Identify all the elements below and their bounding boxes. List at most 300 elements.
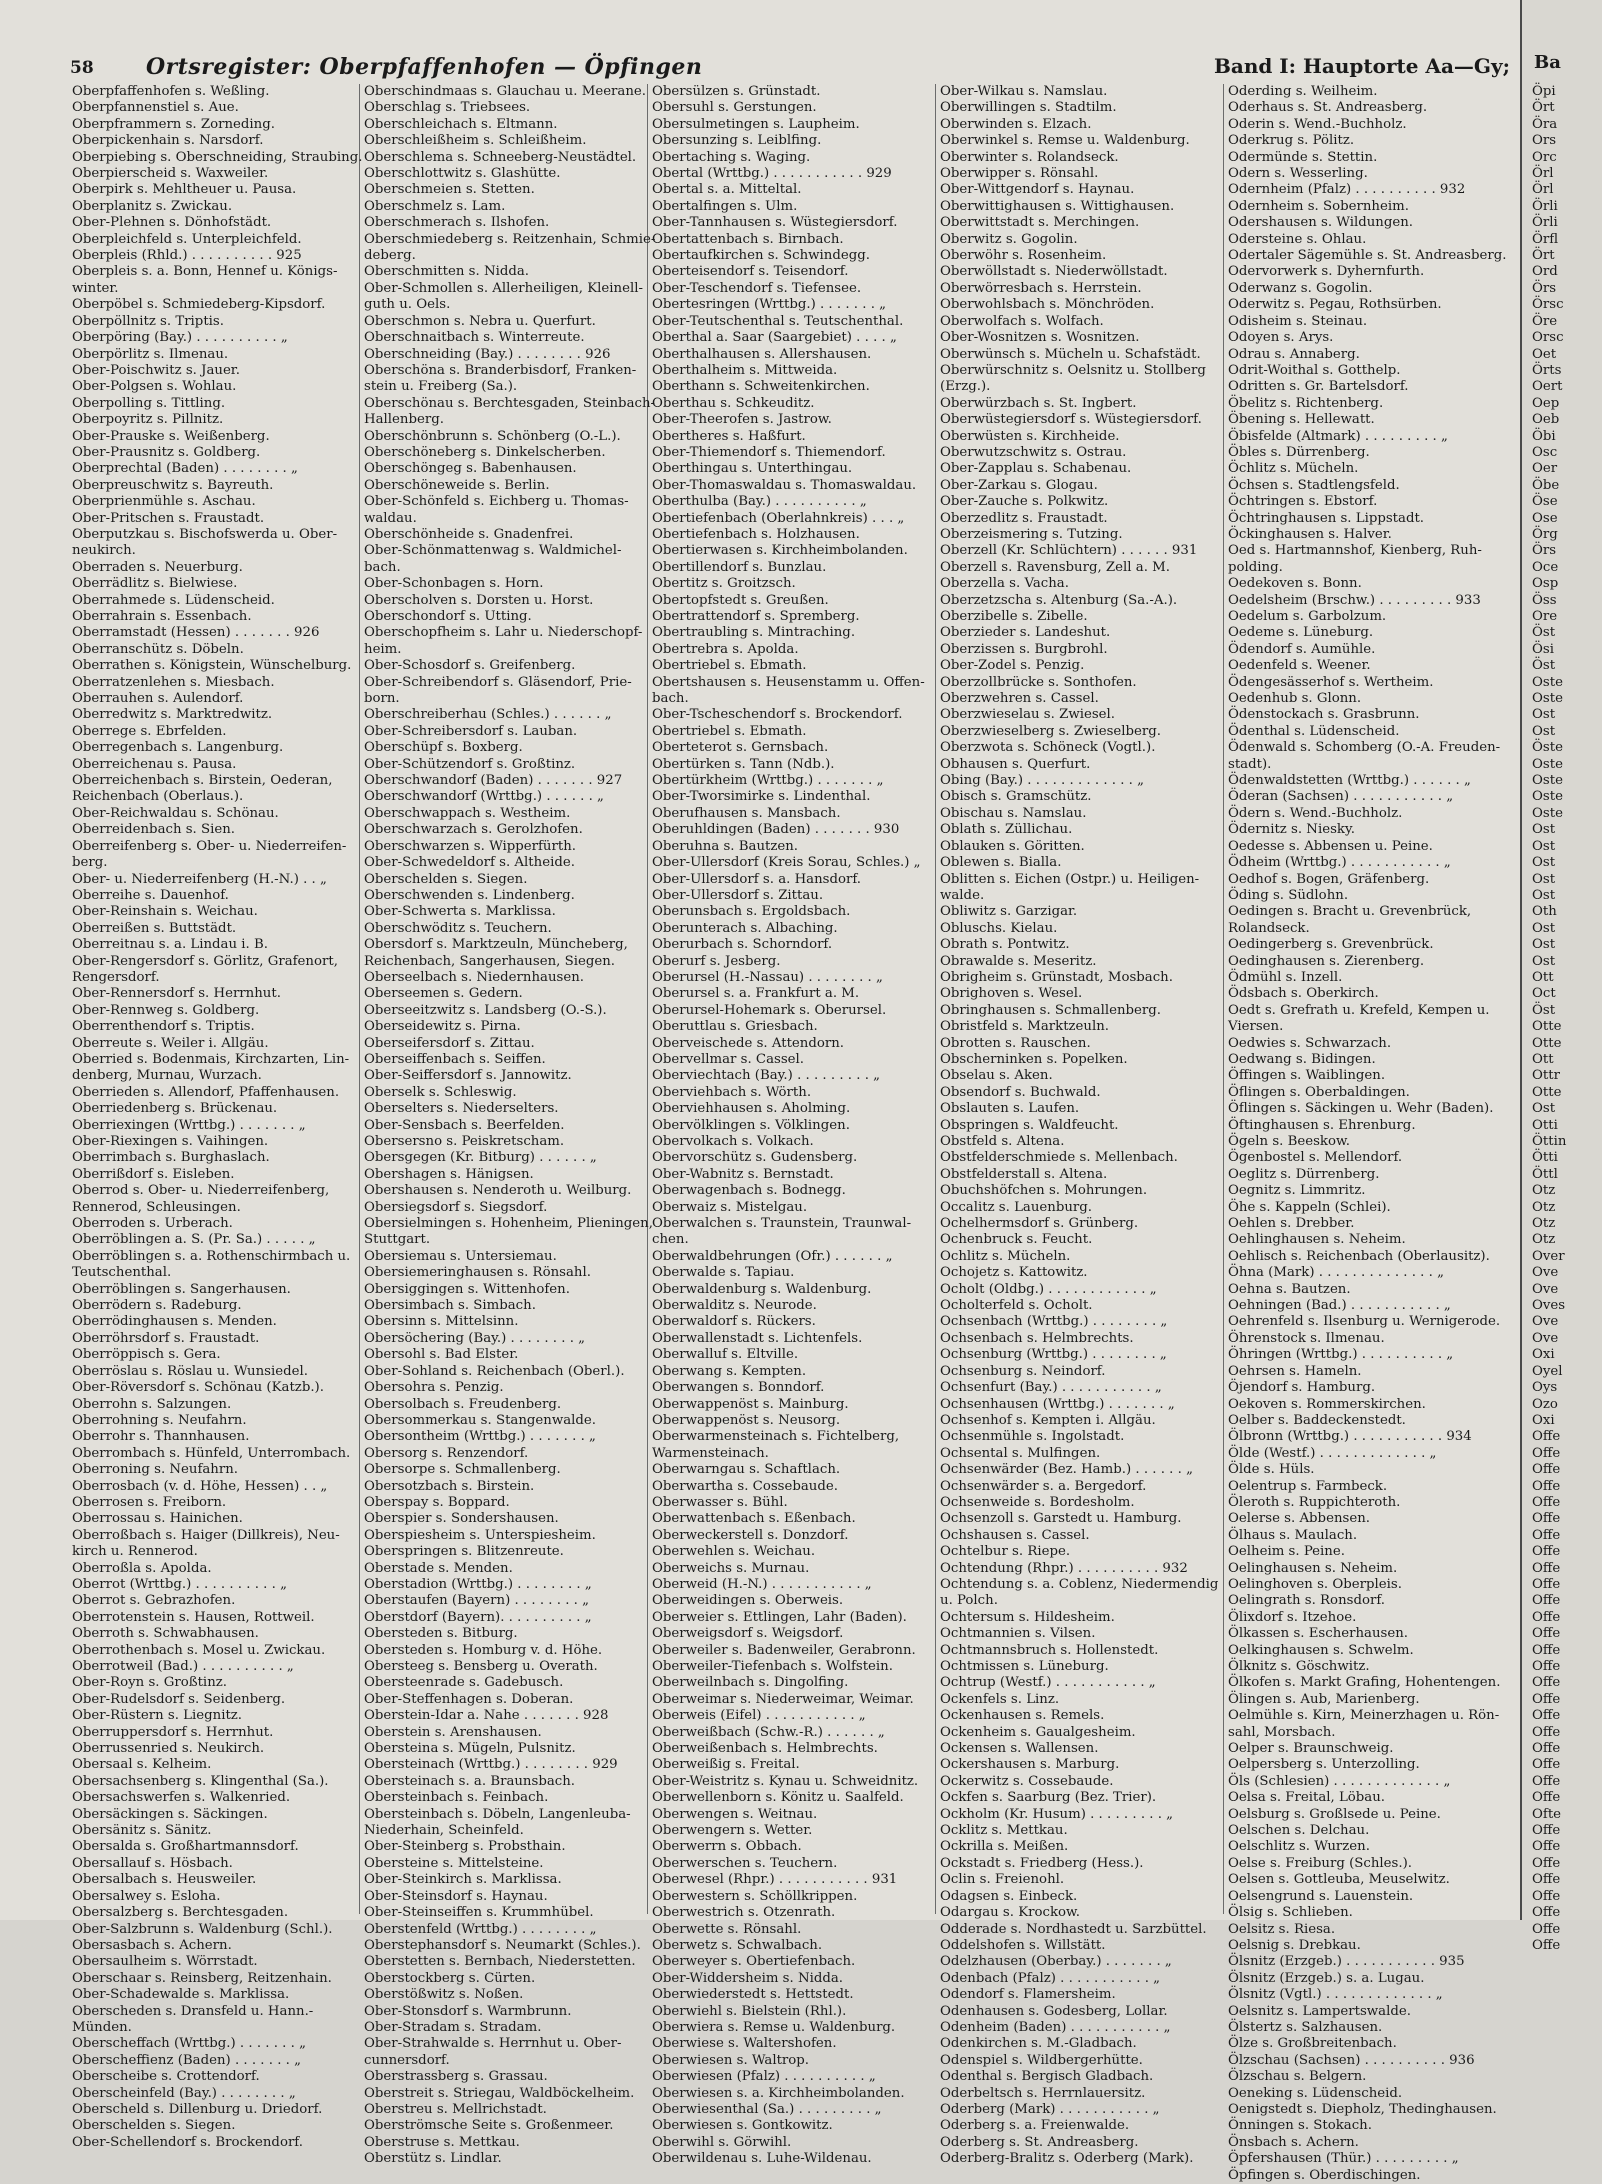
register-entry: Obersteden s. Homburg v. d. Höhe.	[364, 1642, 603, 1658]
adjacent-entry-fragment: Otz	[1532, 1232, 1556, 1248]
register-entry: Oberwengern s. Wetter.	[652, 1823, 813, 1839]
register-entry: Obersohra s. Penzig.	[364, 1380, 504, 1396]
register-entry: Ober-Steffenhagen s. Doberan.	[364, 1691, 574, 1707]
register-entry: Oberspiesheim s. Unterspiesheim.	[364, 1527, 596, 1543]
register-entry: Öjendorf s. Hamburg.	[1228, 1380, 1376, 1396]
register-entry: Ölbronn (Wrttbg.) . . . . . . . . . . . 934	[1228, 1429, 1472, 1445]
register-entry: Oberrothenbach s. Mosel u. Zwickau.	[72, 1642, 326, 1658]
register-entry: Oberstößwitz s. Noßen.	[364, 1987, 524, 2003]
adjacent-entry-fragment: Ord	[1532, 264, 1558, 280]
adjacent-entry-fragment: Otz	[1532, 1199, 1556, 1215]
register-entry: Oberweier s. Ettlingen, Lahr (Baden).	[652, 1609, 907, 1625]
register-entry: Oberthau s. Schkeuditz.	[652, 395, 815, 411]
register-entry: Oehna s. Bautzen.	[1228, 1281, 1351, 1297]
register-entry: Ober-Sensbach s. Beerfelden.	[364, 1117, 565, 1133]
register-entry: Ober-Schwerta s. Marklissa.	[364, 904, 556, 920]
adjacent-entry-fragment: Offe	[1532, 1937, 1561, 1953]
register-entry: Oberreißen s. Buttstädt.	[72, 920, 237, 936]
register-entry: Oberwalditz s. Neurode.	[652, 1298, 817, 1314]
register-entry: Oberrädlitz s. Bielwiese.	[72, 576, 238, 592]
register-entry: Oberpreuschwitz s. Bayreuth.	[72, 477, 274, 493]
register-entry: Öckinghausen s. Halver.	[1228, 526, 1392, 542]
register-entry: Obertaching s. Waging.	[652, 149, 811, 165]
register-entry: Oedwang s. Bidingen.	[1228, 1051, 1376, 1067]
register-entry: Obersalbach s. Heusweiler.	[72, 1872, 257, 1888]
register-entry: Oberstein s. Arenshausen.	[364, 1724, 542, 1740]
register-entry: Ödsbach s. Oberkirch.	[1228, 986, 1379, 1002]
register-entry: Obertillendorf s. Bunzlau.	[652, 559, 827, 575]
register-entry: Oelsen s. Gottleuba, Meuselwitz.	[1228, 1872, 1450, 1888]
register-entry: Oberstaufen (Bayern) . . . . . . . . „	[364, 1593, 589, 1609]
register-entry: Oberstephansdorf s. Neumarkt (Schles.).	[364, 1937, 641, 1953]
register-entry: Ödheim (Wrttbg.) . . . . . . . . . . . „	[1228, 855, 1451, 871]
adjacent-entry-fragment: Ove	[1532, 1265, 1559, 1281]
register-entry: Ober-Plehnen s. Dönhofstädt.	[72, 215, 272, 231]
register-entry: Oberwiesen s. Waltrop.	[652, 2052, 810, 2068]
register-entry: Oberreifenberg s. Ober- u. Niederreifen-	[72, 838, 347, 854]
register-entry: Oberzwota s. Schöneck (Vogtl.).	[940, 740, 1156, 756]
register-entry: Oberstreu s. Mellrichstadt.	[364, 2101, 547, 2117]
register-entry: Obersiemeringhausen s. Rönsahl.	[364, 1265, 591, 1281]
register-entry: Oberveischede s. Attendorn.	[652, 1035, 845, 1051]
register-entry: Oberrotweil (Bad.) . . . . . . . . . . „	[72, 1659, 294, 1674]
register-entry: Ochojetz s. Kattowitz.	[940, 1265, 1088, 1281]
register-entry: Obertaufkirchen s. Schwindegg.	[652, 248, 870, 264]
register-entry: Oberwangen s. Bonndorf.	[652, 1380, 825, 1396]
register-entry: Öchtringen s. Ebstorf.	[1228, 494, 1378, 510]
register-entry: Ödmühl s. Inzell.	[1228, 969, 1343, 985]
register-entry: Öderan (Sachsen) . . . . . . . . . . . „	[1228, 789, 1454, 805]
register-entry: Oberschöneweide s. Berlin.	[364, 477, 550, 493]
register-entry: Obersülzen s. Grünstadt.	[652, 84, 821, 99]
register-entry: Oberrohn s. Salzungen.	[72, 1396, 232, 1412]
register-entry: Oderding s. Weilheim.	[1228, 84, 1378, 99]
register-entry: Obstfelderschmiede s. Mellenbach.	[940, 1150, 1178, 1166]
register-entry: Odersteine s. Ohlau.	[1228, 231, 1367, 247]
register-entry: Obselau s. Aken.	[940, 1068, 1053, 1084]
register-entry: Ober-Tworsimirke s. Lindenthal.	[652, 789, 871, 805]
register-entry: Obersteinach (Wrttbg.) . . . . . . . . 929	[364, 1757, 618, 1773]
adjacent-entry-fragment: Ove	[1532, 1314, 1559, 1330]
register-entry: Ober-Schmollen s. Allerheiligen, Kleinell-	[364, 280, 643, 296]
register-entry: Oberthalheim s. Mittweida.	[652, 362, 838, 378]
register-entry: Obersasbach s. Achern.	[72, 1937, 232, 1953]
adjacent-entry-fragment: Ose	[1532, 510, 1558, 526]
adjacent-entry-fragment: Örsc	[1532, 297, 1564, 313]
register-entry: Ober-Ullersdorf s. Zittau.	[652, 887, 824, 903]
register-entry: Oberreichenau s. Pausa.	[72, 756, 237, 772]
register-entry: Oberscheinfeld (Bay.) . . . . . . . . „	[72, 2085, 296, 2101]
register-entry: Önsbach s. Achern.	[1228, 2134, 1359, 2150]
register-entry: waldau.	[364, 510, 417, 526]
register-entry: Ober-Riexingen s. Vaihingen.	[72, 1134, 269, 1149]
register-entry: Oberwillingen s. Stadtilm.	[940, 100, 1117, 116]
register-entry: Oberpleis (Rhld.) . . . . . . . . . . 925	[72, 248, 302, 264]
register-entry: Oberweidingen s. Oberweis.	[652, 1593, 844, 1609]
register-entry: Oberursel-Hohemark s. Oberursel.	[652, 1002, 887, 1018]
register-entry: Ober-Tannhausen s. Wüstegiersdorf.	[652, 215, 898, 231]
adjacent-entry-fragment: Offe	[1532, 1839, 1561, 1855]
register-entry: Ockstadt s. Friedberg (Hess.).	[940, 1855, 1144, 1871]
adjacent-entry-fragment: Örts	[1532, 362, 1562, 378]
register-entry: Obertiefenbach (Oberlahnkreis) . . . „	[652, 510, 905, 526]
register-entry: Oberprechtal (Baden) . . . . . . . . „	[72, 461, 298, 477]
register-entry: Odernheim s. Sobernheim.	[1228, 198, 1409, 214]
register-entry: Ober-Sohland s. Reichenbach (Oberl.).	[364, 1363, 625, 1379]
register-entry: Ober-Teschendorf s. Tiefensee.	[652, 280, 862, 296]
register-entry: Ober-Rennweg s. Goldberg.	[72, 1002, 260, 1018]
adjacent-entry-fragment: Otte	[1532, 1084, 1562, 1100]
register-entry: Oberramstadt (Hessen) . . . . . . . 926	[72, 625, 320, 641]
register-entry: Oberpickenhain s. Narsdorf.	[72, 133, 264, 149]
adjacent-entry-fragment: Oves	[1532, 1298, 1566, 1314]
register-entry: Oberruppersdorf s. Herrnhut.	[72, 1724, 274, 1740]
register-entry: Oberweilnbach s. Dingolfing.	[652, 1675, 849, 1691]
register-entry: Obersulmetingen s. Laupheim.	[652, 116, 860, 132]
register-entry: Ober-Schützendorf s. Großtinz.	[364, 756, 576, 772]
register-entry: Oberwöhr s. Rosenheim.	[940, 248, 1107, 264]
register-entry: Oberviehhausen s. Aholming.	[652, 1101, 851, 1117]
register-entry: Oberviechtach (Bay.) . . . . . . . . . „	[652, 1068, 881, 1084]
register-entry: Ochsenwärder (Bez. Hamb.) . . . . . . „	[940, 1462, 1193, 1478]
register-entry: Ober- u. Niederreifenberg (H.-N.) . . „	[72, 871, 327, 887]
register-entry: denberg, Murnau, Wurzach.	[72, 1068, 262, 1084]
register-entry: Ochtendung s. a. Coblenz, Niedermendig	[940, 1576, 1219, 1592]
register-entry: (Erzg.).	[940, 379, 991, 395]
register-entry: Oberplanitz s. Zwickau.	[72, 198, 233, 214]
register-entry: Oberursel (H.-Nassau) . . . . . . . . „	[652, 969, 883, 985]
register-entry: Oberroning s. Neufahrn.	[72, 1462, 239, 1478]
register-entry: Ober-Pritschen s. Fraustadt.	[72, 510, 265, 526]
adjacent-entry-fragment: Offe	[1532, 1560, 1561, 1576]
adjacent-entry-fragment: Offe	[1532, 1478, 1561, 1494]
register-entry: Ober-Rengersdorf s. Görlitz, Grafenort,	[72, 953, 338, 969]
register-entry: Obrotten s. Rauschen.	[940, 1035, 1091, 1051]
register-entry: Öbles s. Dürrenberg.	[1228, 444, 1370, 460]
register-entry: Odernheim (Pfalz) . . . . . . . . . . 932	[1228, 182, 1466, 198]
register-entry: Odershausen s. Wildungen.	[1228, 215, 1414, 231]
register-entry: Ölknitz s. Göschwitz.	[1228, 1659, 1370, 1674]
register-entry: Oderberg s. a. Freienwalde.	[940, 2118, 1130, 2134]
register-entry: Oberschopfheim s. Lahr u. Niederschopf-	[364, 625, 643, 641]
register-entry: Oberwinden s. Elzach.	[940, 116, 1092, 132]
register-entry: Oberthalhausen s. Allershausen.	[652, 346, 872, 362]
register-column-5	[1224, 84, 1512, 2183]
adjacent-entry-fragment: Örl	[1532, 166, 1554, 182]
adjacent-entry-fragment: Offe	[1532, 1576, 1561, 1592]
register-entry: Obscherninken s. Popelken.	[940, 1051, 1128, 1067]
register-entry: Öpfingen s. Oberdischingen.	[1228, 2167, 1421, 2183]
register-entry: Oberregenbach s. Langenburg.	[72, 740, 284, 756]
register-entry: Oelerse s. Abbensen.	[1228, 1511, 1370, 1527]
adjacent-entry-fragment: Ost	[1532, 723, 1556, 739]
register-column-4	[936, 84, 1224, 2167]
register-entry: Oberwohlsbach s. Mönchröden.	[940, 297, 1155, 313]
register-entry: Obervellmar s. Cassel.	[652, 1051, 805, 1067]
register-entry: Obervorschütz s. Gudensberg.	[652, 1150, 858, 1166]
register-entry: Ochsenbach (Wrttbg.) . . . . . . . . „	[940, 1314, 1168, 1330]
register-entry: Obervölklingen s. Völklingen.	[652, 1117, 850, 1133]
register-entry: Oedelsheim (Brschw.) . . . . . . . . . 933	[1228, 592, 1481, 608]
register-entry: Ober-Polgsen s. Wohlau.	[72, 379, 237, 395]
register-entry: Oberschindmaas s. Glauchau u. Meerane.	[364, 84, 647, 99]
register-entry: Oberpörlitz s. Ilmenau.	[72, 346, 229, 362]
register-entry: Oberpoyritz s. Pillnitz.	[72, 412, 224, 428]
register-entry: Oberrossau s. Hainichen.	[72, 1511, 243, 1527]
adjacent-entry-fragment: Oep	[1532, 395, 1560, 411]
register-entry: Oberwüstegiersdorf s. Wüstegiersdorf.	[940, 412, 1202, 428]
register-entry: Obertraubling s. Mintraching.	[652, 625, 856, 641]
register-entry: Obersäckingen s. Säckingen.	[72, 1806, 268, 1822]
register-entry: Oberwitz s. Gogolin.	[940, 231, 1078, 247]
register-entry: Ober-Teutschenthal s. Teutschenthal.	[652, 313, 904, 329]
register-entry: Oberschlema s. Schneeberg-Neustädtel.	[364, 149, 637, 165]
register-entry: Oberschwandorf (Wrttbg.) . . . . . . „	[364, 789, 604, 805]
adjacent-entry-fragment: Oste	[1532, 789, 1563, 805]
register-entry: Ölhaus s. Maulach.	[1228, 1527, 1358, 1543]
register-entry: Oberwattenbach s. Eßenbach.	[652, 1511, 856, 1527]
register-entry: Oberschondorf s. Utting.	[364, 609, 532, 624]
register-entry: Ober-Poischwitz s. Jauer.	[72, 362, 240, 378]
register-entry: Oberstruse s. Mettkau.	[364, 2134, 520, 2150]
adjacent-entry-fragment: Offe	[1532, 1511, 1561, 1527]
register-entry: Oedhof s. Bogen, Gräfenberg.	[1228, 871, 1430, 887]
register-entry: Warmensteinach.	[652, 1445, 769, 1461]
adjacent-entry-fragment: Otz	[1532, 1183, 1556, 1199]
volume-label: Band I: Hauptorte Aa—Gy;	[1213, 54, 1510, 78]
register-entry: Ockensen s. Wallensen.	[940, 1741, 1099, 1757]
register-entry: Oberwappenöst s. Mainburg.	[652, 1396, 849, 1412]
register-entry: Oberröslau s. Röslau u. Wunsiedel.	[72, 1363, 308, 1379]
register-entry: bach.	[364, 559, 401, 575]
adjacent-entry-fragment: Öttl	[1532, 1166, 1558, 1182]
register-entry: Ober-Wilkau s. Namslau.	[940, 84, 1108, 99]
register-entry: sahl, Morsbach.	[1228, 1724, 1336, 1740]
register-entry: kirch u. Rennerod.	[72, 1544, 198, 1560]
register-column-1	[72, 84, 363, 2150]
adjacent-entry-fragment: Öss	[1532, 592, 1557, 608]
register-entry: Oberried s. Bodenmais, Kirchzarten, Lin-	[72, 1051, 350, 1067]
register-entry: Öhrenstock s. Ilmenau.	[1228, 1330, 1385, 1346]
register-entry: Oberrosbach (v. d. Höhe, Hessen) . . „	[72, 1478, 328, 1494]
register-entry: Oberurbach s. Schorndorf.	[652, 937, 833, 953]
register-entry: Oberteisendorf s. Teisendorf.	[652, 264, 849, 280]
register-entry: Oberspay s. Boppard.	[364, 1494, 510, 1510]
register-entry: Oberwöllstadt s. Niederwöllstadt.	[940, 264, 1168, 280]
adjacent-entry-fragment: Offe	[1532, 1855, 1561, 1871]
register-entry: Oberzeismering s. Tutzing.	[940, 526, 1123, 542]
register-entry: Obersallauf s. Hösbach.	[72, 1855, 233, 1871]
register-entry: Ockholm (Kr. Husum) . . . . . . . . . „	[940, 1806, 1174, 1822]
register-entry: Oberscheibe s. Crottendorf.	[72, 2069, 260, 2085]
page-number: 58	[70, 58, 94, 78]
register-entry: Obersaulheim s. Wörrstadt.	[72, 1954, 258, 1970]
register-entry: Oberschleißheim s. Schleißheim.	[364, 133, 587, 149]
register-entry: Oberviehbach s. Wörth.	[652, 1084, 812, 1100]
register-entry: Odenhausen s. Godesberg, Lollar.	[940, 2003, 1168, 2019]
register-entry: Ober-Zauche s. Polkwitz.	[940, 494, 1109, 510]
register-entry: Oberrißdorf s. Eisleben.	[72, 1166, 235, 1182]
register-entry: Odenheim (Baden) . . . . . . . . . . . „	[940, 2019, 1171, 2035]
register-entry: Obhausen s. Querfurt.	[940, 756, 1091, 772]
register-entry: Ober-Prauske s. Weißenberg.	[72, 428, 270, 444]
register-entry: Oberwarmensteinach s. Fichtelberg,	[652, 1429, 900, 1445]
register-entry: Oberwipper s. Rönsahl.	[940, 166, 1099, 182]
register-entry: Oberseiffenbach s. Seiffen.	[364, 1051, 546, 1067]
adjacent-entry-fragment: Ötti	[1532, 1150, 1558, 1166]
register-entry: Ölsnitz (Vgtl.) . . . . . . . . . . . . . „	[1228, 1987, 1443, 2003]
register-entry: Obersimbach s. Simbach.	[364, 1298, 536, 1314]
register-entry: Ödenstockach s. Grasbrunn.	[1228, 707, 1420, 723]
register-entry: Ober-Royn s. Großtinz.	[72, 1675, 227, 1691]
adjacent-entry-fragment: Ofte	[1532, 1806, 1562, 1822]
register-entry: Oberrathen s. Königstein, Wünschelburg.	[72, 658, 352, 674]
adjacent-entry-fragment: Ott	[1532, 1051, 1554, 1067]
register-entry: Oberwiesen (Pfalz) . . . . . . . . . . „	[652, 2069, 876, 2085]
register-entry: Ochsenburg s. Neindorf.	[940, 1363, 1106, 1379]
register-entry: Oberwaiz s. Mistelgau.	[652, 1199, 808, 1215]
register-entry: Oberunterach s. Albaching.	[652, 920, 838, 936]
register-entry: Ober-Seiffersdorf s. Jannowitz.	[364, 1068, 572, 1084]
register-entry: Ockenhausen s. Remels.	[940, 1708, 1105, 1724]
register-entry: Oberwörresbach s. Herrstein.	[940, 280, 1142, 296]
register-entry: Öflingen s. Säckingen u. Wehr (Baden).	[1228, 1101, 1494, 1117]
register-entry: Obertürken s. Tann (Ndb.).	[652, 756, 835, 772]
register-entry: Oberweyer s. Obertiefenbach.	[652, 1954, 856, 1970]
register-entry: Oelinghoven s. Oberpleis.	[1228, 1576, 1402, 1592]
register-entry: Oberpframmern s. Zorneding.	[72, 116, 275, 132]
register-entry: Odenkirchen s. M.-Gladbach.	[940, 2036, 1137, 2052]
register-entry: Ober-Wabnitz s. Bernstadt.	[652, 1166, 834, 1182]
register-entry: Oberschleichach s. Eltmann.	[364, 116, 558, 132]
register-entry: Oberwiesenthal (Sa.) . . . . . . . . . „	[652, 2101, 882, 2117]
register-entry: Obertal (Wrttbg.) . . . . . . . . . . . 929	[652, 166, 892, 182]
adjacent-entry-fragment: Öpi	[1532, 84, 1556, 99]
register-entry: Obervolkach s. Volkach.	[652, 1134, 814, 1149]
adjacent-page-header: Ba	[1534, 52, 1561, 73]
register-entry: Ochsental s. Mulfingen.	[940, 1445, 1101, 1461]
register-entry: Oelsengrund s. Lauenstein.	[1228, 1888, 1414, 1904]
adjacent-entry-fragment: Offe	[1532, 1823, 1561, 1839]
register-entry: Obischau s. Namslau.	[940, 805, 1087, 821]
register-entry: Oberstadion (Wrttbg.) . . . . . . . . „	[364, 1576, 592, 1592]
register-entry: Oberrohr s. Thannhausen.	[72, 1429, 250, 1445]
register-entry: Rengersdorf.	[72, 969, 160, 985]
register-entry: Obersersno s. Peiskretscham.	[364, 1134, 565, 1149]
register-entry: Odertaler Sägemühle s. St. Andreasberg.	[1228, 248, 1507, 264]
register-entry: Oberzissen s. Burgbrohl.	[940, 641, 1108, 657]
register-entry: Öbisfelde (Altmark) . . . . . . . . . „	[1228, 428, 1448, 444]
register-entry: Obersorg s. Renzendorf.	[364, 1445, 529, 1461]
register-entry: Oblauken s. Göritten.	[940, 838, 1085, 854]
register-entry: Oberroden s. Urberach.	[72, 1216, 233, 1232]
register-entry: Oberspier s. Sondershausen.	[364, 1511, 559, 1527]
adjacent-entry-fragment: Offe	[1532, 1872, 1561, 1888]
register-entry: Oelse s. Freiburg (Schles.).	[1228, 1855, 1412, 1871]
register-entry: Ögeln s. Beeskow.	[1228, 1134, 1351, 1149]
register-entry: Occalitz s. Lauenburg.	[940, 1199, 1093, 1215]
register-entry: Oberrot (Wrttbg.) . . . . . . . . . . „	[72, 1576, 287, 1592]
adjacent-entry-fragment: Oxi	[1532, 1347, 1555, 1363]
adjacent-entry-fragment: Örli	[1532, 215, 1558, 231]
register-entry: Obluschs. Kielau.	[940, 920, 1058, 936]
adjacent-entry-fragment: Ört	[1532, 100, 1555, 116]
register-entry: Obershagen s. Hänigsen.	[364, 1166, 534, 1182]
register-entry: Ochsenfurt (Bay.) . . . . . . . . . . . „	[940, 1380, 1162, 1396]
register-entry: Oberweckerstell s. Donzdorf.	[652, 1527, 849, 1543]
register-entry: Oberschreiberhau (Schles.) . . . . . . „	[364, 707, 612, 723]
register-entry: Oelsnitz s. Lampertswalde.	[1228, 2003, 1411, 2019]
register-entry: Obersgegen (Kr. Bitburg) . . . . . . „	[364, 1150, 597, 1166]
register-entry: Oblitten s. Eichen (Ostpr.) u. Heiligen-	[940, 871, 1200, 887]
register-entry: Oberzell s. Ravensburg, Zell a. M.	[940, 559, 1170, 575]
register-entry: Oberroßbach s. Haiger (Dillkreis), Neu-	[72, 1527, 340, 1543]
register-entry: Oberwestern s. Schöllkrippen.	[652, 1888, 858, 1904]
register-entry: Oberwürzbach s. St. Ingbert.	[940, 395, 1137, 411]
adjacent-entry-fragment: Ott	[1532, 969, 1554, 985]
register-entry: Oberselk s. Schleswig.	[364, 1084, 517, 1100]
register-entry: Ödengesässerhof s. Wertheim.	[1228, 674, 1434, 690]
register-entry: Ober-Steinberg s. Probsthain.	[364, 1839, 566, 1855]
register-entry: Oedt s. Grefrath u. Krefeld, Kempen u.	[1228, 1002, 1490, 1018]
adjacent-entry-fragment: Over	[1532, 1248, 1565, 1264]
register-entry: Obersohl s. Bad Elster.	[364, 1347, 519, 1363]
register-entry: Oberwaldorf s. Rückers.	[652, 1314, 816, 1330]
register-entry: Oberthingau s. Unterthingau.	[652, 461, 853, 477]
register-entry: Obsendorf s. Buchwald.	[940, 1084, 1101, 1100]
register-entry: Oddelshofen s. Willstätt.	[940, 1937, 1106, 1953]
register-entry: Ölstertz s. Salzhausen.	[1228, 2019, 1383, 2035]
register-entry: Obertrattendorf s. Spremberg.	[652, 609, 860, 624]
register-entry: Oberrimbach s. Burghaslach.	[72, 1150, 270, 1166]
adjacent-entry-fragment: Offe	[1532, 1691, 1561, 1707]
register-entry: Oberrotenstein s. Hausen, Rottweil.	[72, 1609, 315, 1625]
register-entry: Oberschmelz s. Lam.	[364, 198, 506, 214]
register-entry: Ober-Schönfeld s. Eichberg u. Thomas-	[364, 494, 629, 510]
register-entry: Obersiegsdorf s. Siegsdorf.	[364, 1199, 548, 1215]
register-entry: Odagsen s. Einbeck.	[940, 1888, 1078, 1904]
register-entry: Oberthann s. Schweitenkirchen.	[652, 379, 870, 395]
register-entry: Oberseifersdorf s. Zittau.	[364, 1035, 535, 1051]
register-entry: Ober-Widdersheim s. Nidda.	[652, 1970, 844, 1986]
adjacent-entry-fragment: Ört	[1532, 248, 1555, 264]
register-entry: Ochsenmühle s. Ingolstadt.	[940, 1429, 1125, 1445]
register-entry: Obertal s. a. Mitteltal.	[652, 182, 802, 198]
adjacent-entry-fragment: Offe	[1532, 1642, 1561, 1658]
register-entry: Oberstütz s. Lindlar.	[364, 2151, 502, 2167]
register-entry: Oderberg (Mark) . . . . . . . . . . . „	[940, 2101, 1160, 2117]
register-entry: Ölze s. Großbreitenbach.	[1228, 2036, 1397, 2052]
register-entry: Ochsenbach s. Helmbrechts.	[940, 1330, 1134, 1346]
register-entry: Oberwehlen s. Weichau.	[652, 1544, 816, 1560]
register-entry: Ölzschau (Sachsen) . . . . . . . . . . 936	[1228, 2052, 1475, 2068]
register-entry: Oelingrath s. Ronsdorf.	[1228, 1593, 1385, 1609]
register-entry: Oberwetz s. Schwalbach.	[652, 1937, 823, 1953]
register-entry: Obersteina s. Mügeln, Pulsnitz.	[364, 1741, 576, 1757]
adjacent-entry-fragment: Öse	[1532, 494, 1558, 510]
register-entry: Oberscheffach (Wrttbg.) . . . . . . . „	[72, 2036, 306, 2052]
register-entry: Oberzell (Kr. Schlüchtern) . . . . . . 931	[940, 543, 1198, 559]
register-entry: Önningen s. Stokach.	[1228, 2118, 1372, 2134]
register-entry: Oberstade s. Menden.	[364, 1560, 513, 1576]
adjacent-entry-fragment: Oste	[1532, 756, 1563, 772]
register-entry: Oelpersberg s. Unterzolling.	[1228, 1757, 1420, 1773]
register-entry: Oberwalluf s. Eltville.	[652, 1347, 799, 1363]
register-entry: Oberweißenbach s. Helmbrechts.	[652, 1741, 878, 1757]
register-entry: Obersteinach s. a. Braunsbach.	[364, 1773, 575, 1789]
register-entry: Oberzibelle s. Zibelle.	[940, 609, 1088, 624]
register-entry: Oberwürschnitz s. Oelsnitz u. Stollberg	[940, 362, 1206, 378]
